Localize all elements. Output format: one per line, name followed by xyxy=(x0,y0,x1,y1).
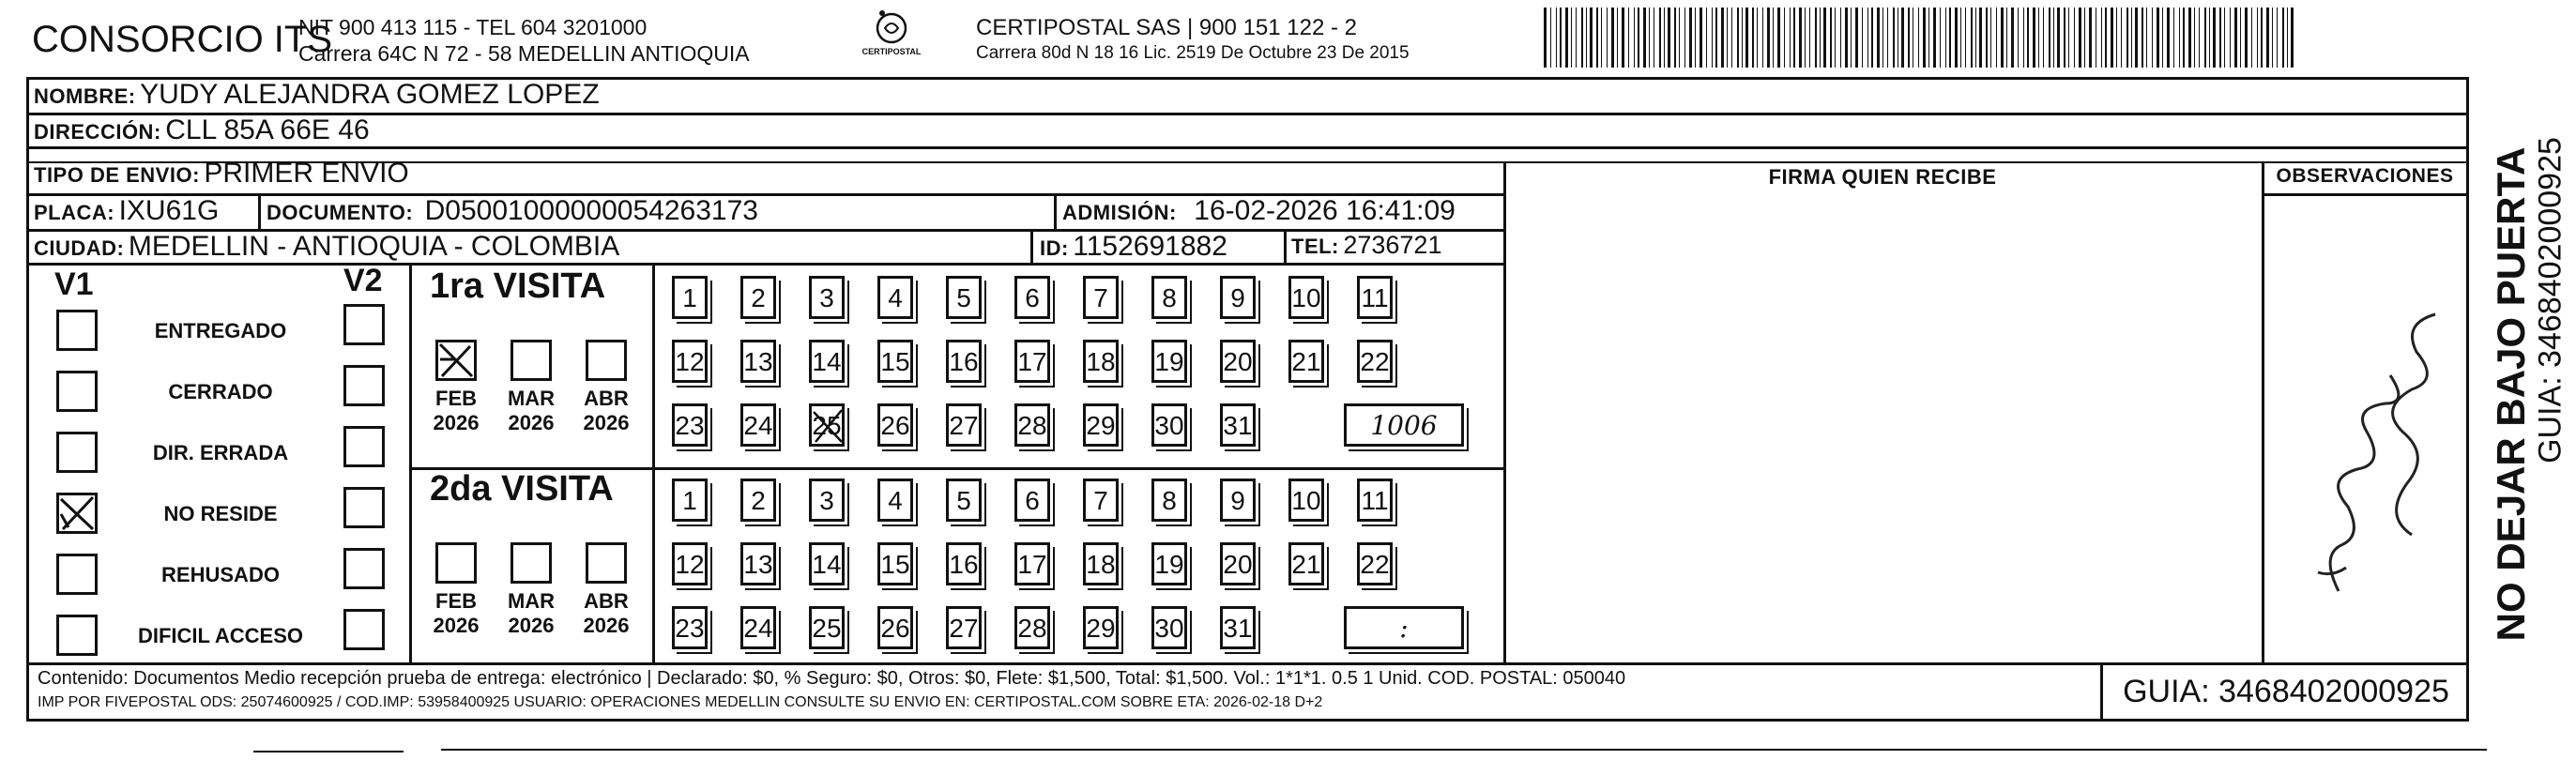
day-box[interactable]: 22 xyxy=(1357,340,1393,383)
barcode xyxy=(1544,8,2294,68)
day-box[interactable]: 21 xyxy=(1288,340,1324,383)
day-box[interactable]: 27 xyxy=(946,606,982,649)
v2-checkbox[interactable] xyxy=(343,487,385,528)
company-name: CONSORCIO ITS xyxy=(32,19,333,60)
month-label: ABR 2026 xyxy=(583,387,630,434)
day-box[interactable]: 19 xyxy=(1151,340,1187,383)
day-box[interactable]: 8 xyxy=(1151,479,1187,522)
month-label: FEB 2026 xyxy=(433,387,480,434)
day-box[interactable]: 7 xyxy=(1083,479,1119,522)
day-box[interactable]: 7 xyxy=(1083,276,1119,319)
day-box[interactable]: 10 xyxy=(1288,479,1324,522)
day-box[interactable]: 1 xyxy=(672,479,708,522)
day-box[interactable]: 18 xyxy=(1083,542,1119,585)
status-option-label: CERRADO xyxy=(168,380,273,403)
status-option-label: ENTREGADO xyxy=(154,319,287,342)
visit-title: 1ra VISITA xyxy=(430,266,606,306)
documento-label: DOCUMENTO: xyxy=(267,201,414,224)
certipostal-line: CERTIPOSTAL SAS | 900 151 122 - 2 xyxy=(976,15,1357,40)
day-box[interactable]: 6 xyxy=(1014,276,1050,319)
v2-checkbox[interactable] xyxy=(343,426,385,467)
v2-checkbox[interactable] xyxy=(343,304,385,345)
placa-value: IXU61G xyxy=(118,195,220,226)
certipostal-logo-text: CERTIPOSTAL xyxy=(861,47,922,56)
license-line: Carrera 80d N 18 16 Lic. 2519 De Octubre 23 De 2015 xyxy=(976,43,1410,63)
day-box[interactable]: 19 xyxy=(1151,542,1187,585)
tel-cell xyxy=(1291,231,1441,260)
id-value: 1152691882 xyxy=(1073,231,1227,262)
company-address: Carrera 64C N 72 - 58 MEDELLIN ANTIOQUIA xyxy=(298,41,750,66)
day-box[interactable]: 25 xyxy=(809,606,845,649)
v1-checkbox[interactable] xyxy=(56,310,98,351)
day-box[interactable]: 5 xyxy=(946,276,982,319)
status-option-label: NO RESIDE xyxy=(163,502,278,525)
placa-cell xyxy=(34,195,219,227)
day-box[interactable]: 13 xyxy=(740,542,776,585)
day-box[interactable]: 30 xyxy=(1151,403,1187,447)
id-cell xyxy=(1040,231,1227,263)
day-box[interactable]: 4 xyxy=(877,276,913,319)
id-label: ID: xyxy=(1040,236,1069,260)
time-box[interactable]: : xyxy=(1344,606,1464,649)
ciudad-value: MEDELLIN - ANTIOQUIA - COLOMBIA xyxy=(128,231,620,262)
status-option-label: DIR. ERRADA xyxy=(152,441,289,464)
day-box[interactable]: 3 xyxy=(809,276,845,319)
day-box[interactable]: 9 xyxy=(1220,479,1256,522)
day-box[interactable]: 11 xyxy=(1357,479,1393,522)
documento-cell xyxy=(267,195,758,227)
day-box[interactable]: 16 xyxy=(946,542,982,585)
day-box[interactable]: 15 xyxy=(877,340,913,383)
day-box[interactable]: 25 xyxy=(809,403,845,447)
day-box[interactable]: 16 xyxy=(946,340,982,383)
v2-checkbox[interactable] xyxy=(343,365,385,406)
guia-box: GUIA: 3468402000925 xyxy=(2123,674,2449,709)
day-box[interactable]: 26 xyxy=(877,403,913,447)
day-box[interactable]: 20 xyxy=(1220,340,1256,383)
status-option-label: REHUSADO xyxy=(161,563,280,586)
day-box[interactable]: 2 xyxy=(740,276,776,319)
day-box[interactable]: 30 xyxy=(1151,606,1187,649)
day-box[interactable]: 1 xyxy=(672,276,708,319)
day-box[interactable]: 9 xyxy=(1220,276,1256,319)
ciudad-cell xyxy=(34,231,619,263)
tel-label: TEL: xyxy=(1291,235,1339,258)
month-checkbox[interactable] xyxy=(435,542,477,584)
day-box[interactable]: 14 xyxy=(809,542,845,585)
visit-title: 2da VISITA xyxy=(430,469,614,509)
v1-checkbox[interactable] xyxy=(56,493,98,534)
nombre-row xyxy=(34,79,600,111)
observaciones-header: OBSERVACIONES xyxy=(2276,165,2454,187)
month-label: MAR 2026 xyxy=(507,387,556,434)
day-box[interactable]: 29 xyxy=(1083,403,1119,447)
day-box[interactable]: 11 xyxy=(1357,276,1393,319)
company-nit: NIT 900 413 115 - TEL 604 3201000 xyxy=(298,15,648,39)
direccion-row xyxy=(34,114,370,146)
admision-value: 16-02-2026 16:41:09 xyxy=(1194,195,1456,226)
contenido-line: Contenido: Documentos Medio recepción prueba de entrega: electrónico | Declarado: $0, % Seguro: $0, Otros: $0, Flete: $1,500, Total: $1,500. Vol.: 1*1*1. 0.5 1 Unid. COD. POSTAL: 050040 xyxy=(38,668,1626,689)
day-box[interactable]: 4 xyxy=(877,479,913,522)
month-checkbox[interactable] xyxy=(511,542,552,584)
day-box[interactable]: 15 xyxy=(877,542,913,585)
placa-label: PLACA: xyxy=(34,201,115,224)
day-box[interactable]: 14 xyxy=(809,340,845,383)
day-box[interactable]: 31 xyxy=(1220,403,1256,447)
day-box[interactable]: 10 xyxy=(1288,276,1324,319)
direccion-value: CLL 85A 66E 46 xyxy=(165,114,370,145)
day-box[interactable]: 29 xyxy=(1083,606,1119,649)
day-box[interactable]: 17 xyxy=(1014,542,1050,585)
v2-label: V2 xyxy=(343,263,383,298)
day-box[interactable]: 2 xyxy=(740,479,776,522)
handwritten-signature xyxy=(2280,235,2459,629)
nombre-label: NOMBRE: xyxy=(34,84,136,108)
month-label: FEB 2026 xyxy=(433,589,480,637)
v1-checkbox[interactable] xyxy=(56,615,98,656)
day-box[interactable]: 20 xyxy=(1220,542,1256,585)
v1-checkbox[interactable] xyxy=(56,432,98,473)
day-box[interactable]: 6 xyxy=(1014,479,1050,522)
firma-header: FIRMA QUIEN RECIBE xyxy=(1768,165,1997,189)
day-box[interactable]: 22 xyxy=(1357,542,1393,585)
day-box[interactable]: 8 xyxy=(1151,276,1187,319)
v1-checkbox[interactable] xyxy=(56,371,98,412)
side-guia: GUIA: 3468402000925 xyxy=(2532,137,2568,464)
month-checkbox[interactable] xyxy=(511,340,552,381)
day-box[interactable]: 21 xyxy=(1288,542,1324,585)
direccion-label: DIRECCIÓN: xyxy=(34,120,161,144)
certipostal-logo-icon xyxy=(854,6,929,66)
no-dejar-bajo-puerta: NO DEJAR BAJO PUERTA xyxy=(2489,146,2533,642)
v1-label: V1 xyxy=(54,266,94,302)
day-box[interactable]: 27 xyxy=(946,403,982,447)
day-box[interactable]: 23 xyxy=(672,606,708,649)
day-box[interactable]: 28 xyxy=(1014,606,1050,649)
day-box[interactable]: 12 xyxy=(672,340,708,383)
admision-cell xyxy=(1062,195,1456,227)
ciudad-label: CIUDAD: xyxy=(34,236,125,260)
v2-checkbox[interactable] xyxy=(343,548,385,589)
day-box[interactable]: 13 xyxy=(740,340,776,383)
day-box[interactable]: 17 xyxy=(1014,340,1050,383)
month-label: MAR 2026 xyxy=(507,589,556,637)
day-box[interactable]: 24 xyxy=(740,403,776,447)
month-label: ABR 2026 xyxy=(583,589,630,637)
day-box[interactable]: 28 xyxy=(1014,403,1050,447)
month-checkbox[interactable] xyxy=(586,542,627,584)
time-box[interactable]: 1006 xyxy=(1344,403,1464,447)
imp-line: IMP POR FIVEPOSTAL ODS: 25074600925 / COD.IMP: 53958400925 USUARIO: OPERACIONES MEDELLIN CONSULTE SU ENVIO EN: CERTIPOSTAL.COM SOBRE ETA: 2026-02-18 D+2 xyxy=(38,694,1323,710)
day-box[interactable]: 31 xyxy=(1220,606,1256,649)
tipo-envio-value: PRIMER ENVIO xyxy=(204,158,409,189)
nombre-value: YUDY ALEJANDRA GOMEZ LOPEZ xyxy=(140,79,600,110)
day-box[interactable]: 5 xyxy=(946,479,982,522)
admision-label: ADMISIÓN: xyxy=(1062,201,1177,224)
day-box[interactable]: 3 xyxy=(809,479,845,522)
v1-checkbox[interactable] xyxy=(56,554,98,595)
tipo-envio-label: TIPO DE ENVIO: xyxy=(34,163,200,187)
tipo-envio-row xyxy=(34,158,409,190)
day-box[interactable]: 12 xyxy=(672,542,708,585)
documento-value: D05001000000054263173 xyxy=(424,195,758,226)
day-box[interactable]: 24 xyxy=(740,606,776,649)
month-checkbox[interactable] xyxy=(586,340,627,381)
day-box[interactable]: 26 xyxy=(877,606,913,649)
status-option-label: DIFICIL ACCESO xyxy=(137,624,303,647)
month-checkbox[interactable] xyxy=(435,340,477,381)
day-box[interactable]: 23 xyxy=(672,403,708,447)
tel-value: 2736721 xyxy=(1343,231,1442,259)
day-box[interactable]: 18 xyxy=(1083,340,1119,383)
v2-checkbox[interactable] xyxy=(343,609,385,650)
